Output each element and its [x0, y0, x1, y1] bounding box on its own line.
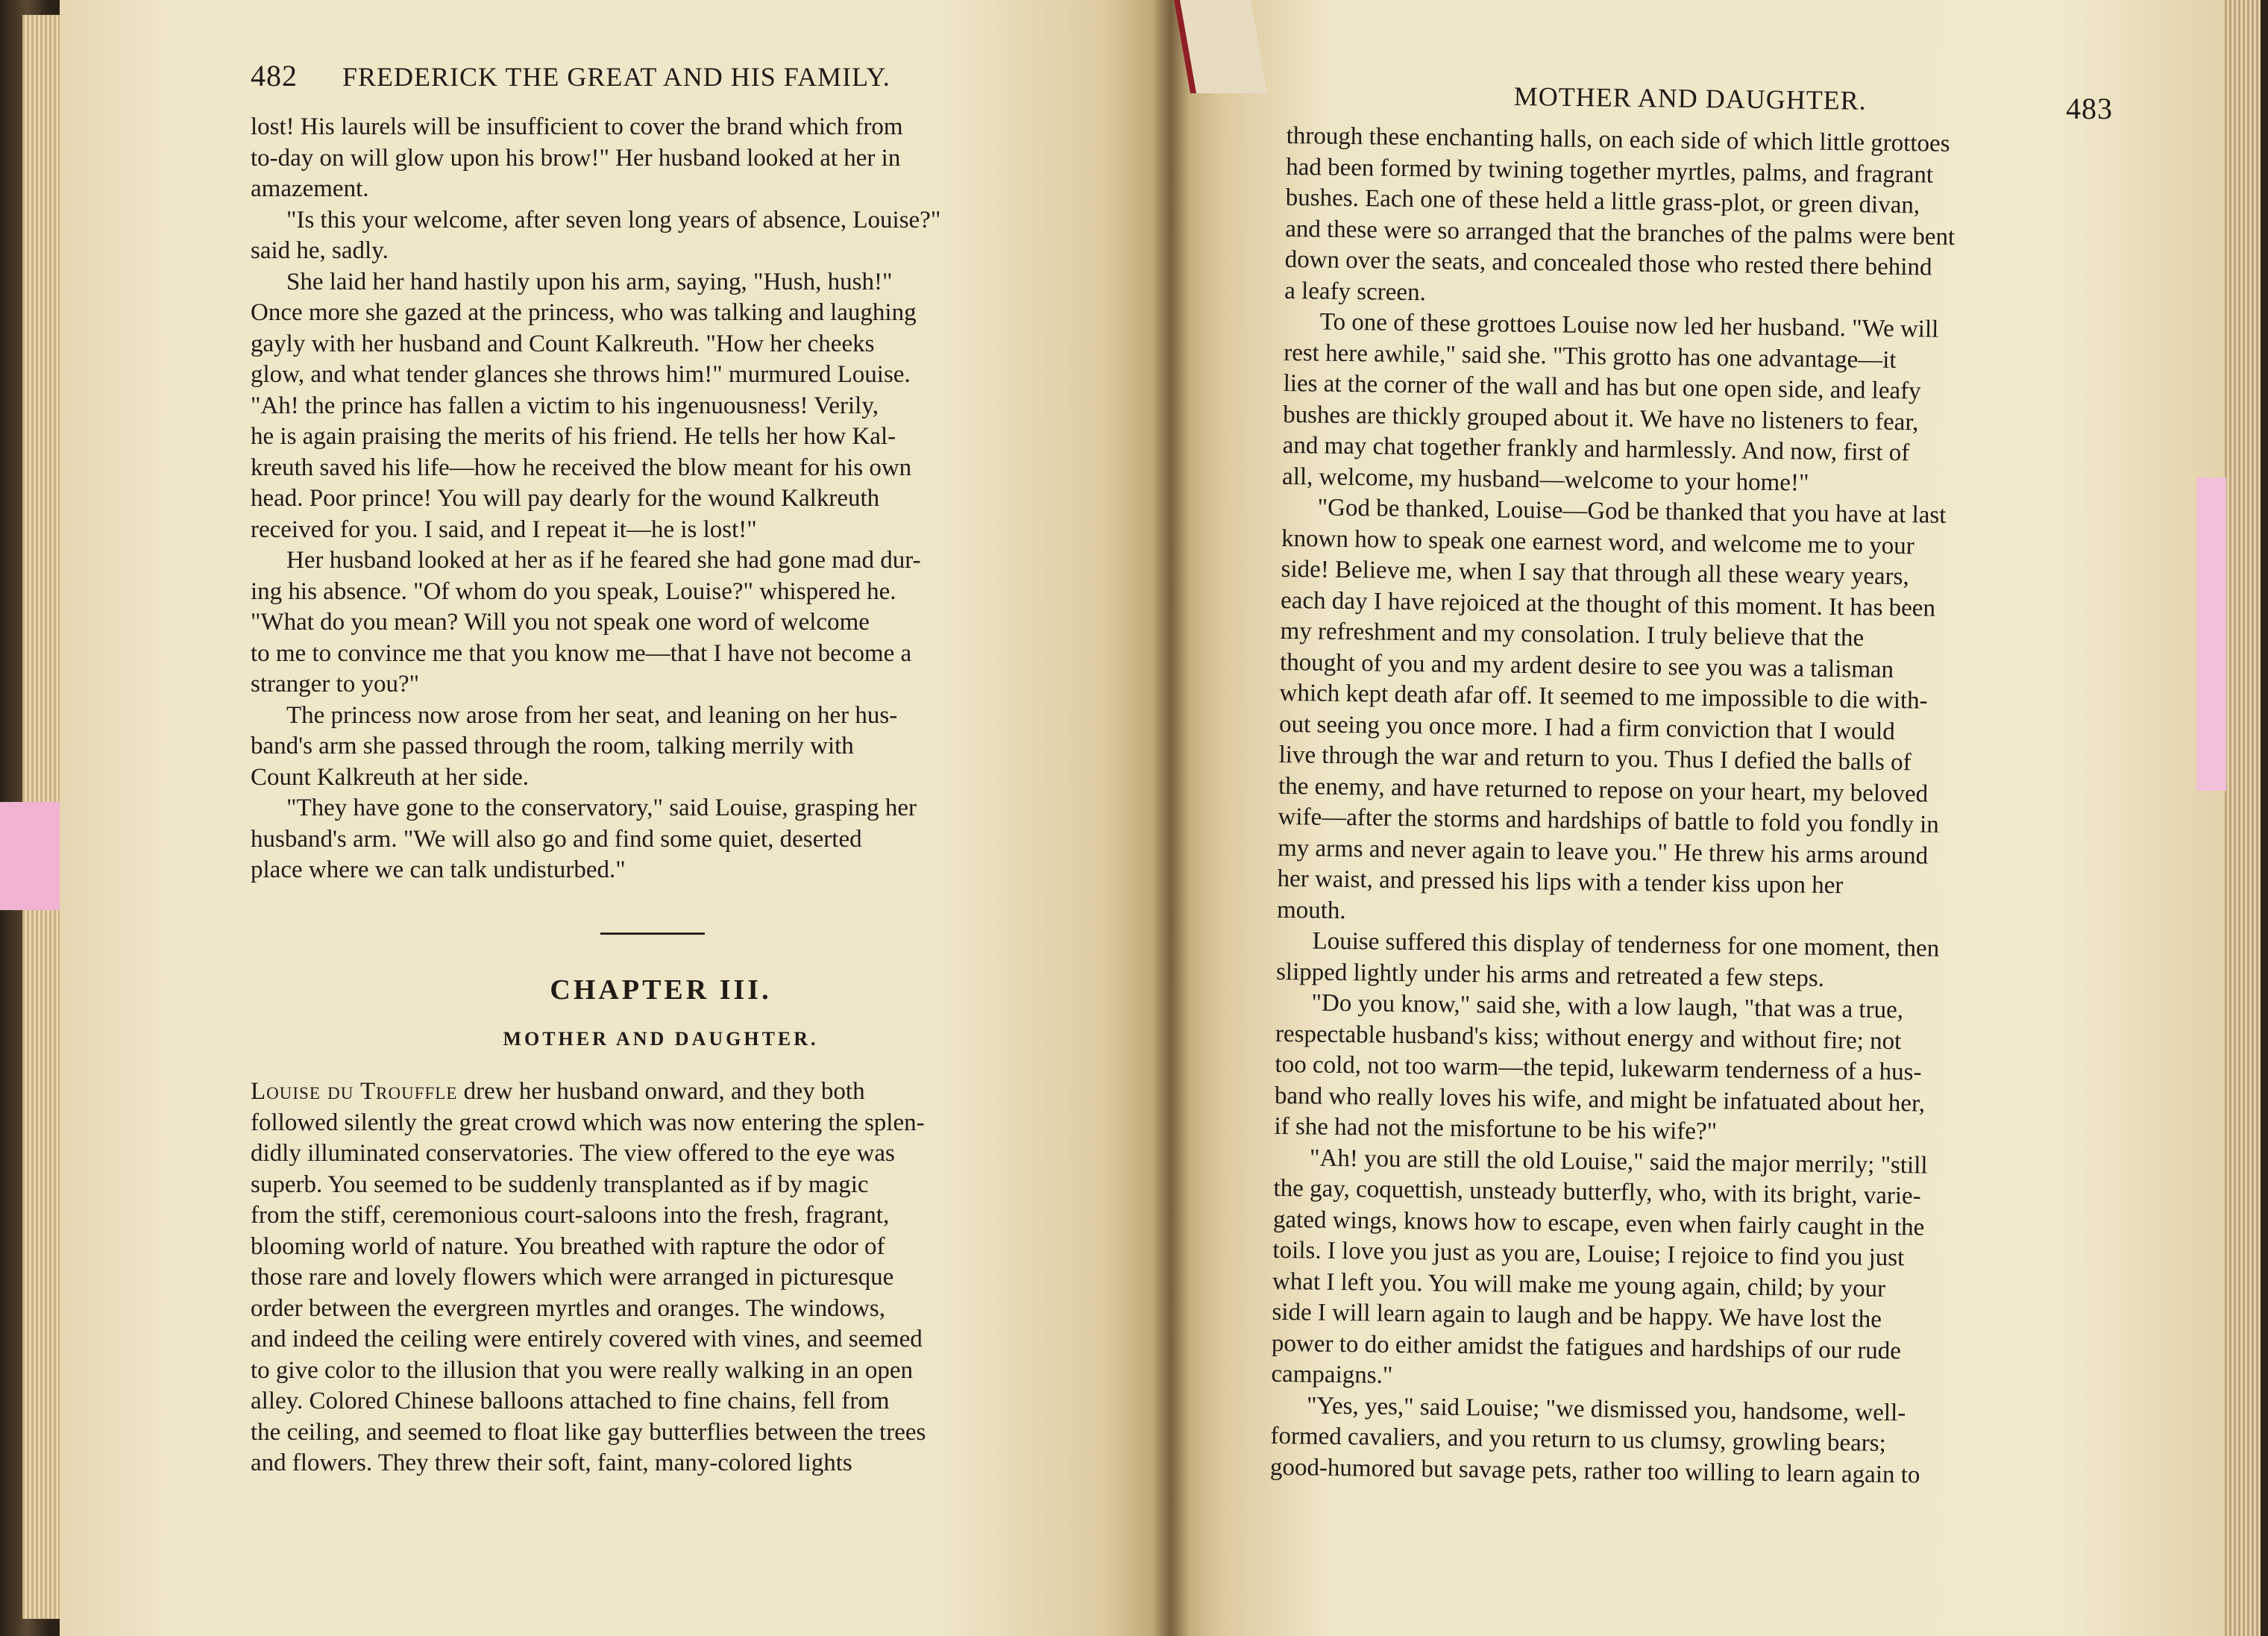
text-line: to-day on will glow upon his brow!" Her husband looked at her in — [251, 144, 901, 172]
text-line: husband's arm. "We will also go and find some quiet, deserted — [251, 825, 862, 853]
text-line: band who really loves his wife, and might be infatuated about her, — [1274, 1082, 1926, 1118]
chapter-subtitle: MOTHER AND DAUGHTER. — [503, 1028, 819, 1050]
text-line: a leafy screen. — [1284, 277, 1427, 306]
text-line: glow, and what tender glances she throws him!" murmured Louise. — [251, 361, 911, 388]
text-line: formed cavaliers, and you return to us clumsy, growling bears; — [1270, 1422, 1887, 1457]
text-line: the gay, coquettish, unsteady butterfly, who, with its bright, varie- — [1273, 1174, 1921, 1210]
text-line: mouth. — [1276, 896, 1346, 924]
text-line: wife—after the storms and hardships of battle to fold you fondly in — [1278, 803, 1939, 839]
text-line: to give color to the illusion that you were really walking in an open — [251, 1356, 914, 1384]
text-line: The princess now arose from her seat, and leaning on her hus- — [286, 701, 898, 729]
text-line: alley. Colored Chinese balloons attached to fine chains, fell from — [251, 1388, 890, 1414]
text-line: didly illuminated conservatories. The view offered to the eye was — [251, 1140, 895, 1167]
text-line: "Ah! you are still the old Louise," said the major merrily; "still — [1309, 1144, 1928, 1179]
text-line: received for you. I said, and I repeat it—he is lost!" — [251, 515, 757, 543]
text-line: to me to convince me that you know me—that I have not become a — [251, 639, 912, 667]
text-line: said he, sadly. — [251, 237, 389, 264]
text-line: ing his absence. "Of whom do you speak, Louise?" whispered he. — [251, 577, 896, 605]
text-line: followed silently the great crowd which was now entering the splen- — [251, 1109, 925, 1136]
text-line: "God be thanked, Louise—God be thanked that you have at last — [1317, 494, 1947, 529]
text-line: order between the evergreen myrtles and oranges. The windows, — [251, 1294, 885, 1322]
text-line: Louise suffered this display of tenderness for one moment, then — [1312, 927, 1940, 962]
text-line: Count Kalkreuth at her side. — [251, 763, 529, 791]
text-line: live through the war and return to you. Thus I defied the balls of — [1278, 741, 1912, 777]
text-line: down over the seats, and concealed those who rested there behind — [1284, 245, 1932, 281]
text-line: rest here awhile," said she. "This grotto has one advantage—it — [1283, 339, 1897, 374]
text-line: band's arm she passed through the room, talking merrily with — [251, 733, 854, 759]
text-line: lies at the corner of the wall and has but one open side, and leafy — [1283, 369, 1921, 405]
text-line: and indeed the ceiling were entirely covered with vines, and seemed — [251, 1326, 923, 1353]
text-line: too cold, not too warm—the tepid, lukewarm tenderness of a hus- — [1275, 1050, 1922, 1086]
text-line: he is again praising the merits of his friend. He tells her how Kal- — [251, 423, 896, 450]
right-running-head: MOTHER AND DAUGHTER. — [1513, 81, 1867, 116]
text-line: slipped lightly under his arms and retreated a few steps. — [1275, 958, 1825, 992]
text-line: those rare and lovely flowers which were arranged in picturesque — [251, 1264, 894, 1291]
text-line: from the stiff, ceremonious court-saloons into the fresh, fragrant, — [251, 1202, 890, 1229]
chapter-first-line-rest: drew her husband onward, and they both — [457, 1078, 865, 1105]
folded-page-corner — [1174, 0, 1267, 93]
text-line: known how to speak one earnest word, and welcome me to your — [1281, 524, 1914, 560]
bookmark-tab-right — [2196, 477, 2226, 791]
text-line: stranger to you?" — [251, 671, 420, 698]
left-running-head: FREDERICK THE GREAT AND HIS FAMILY. — [342, 62, 890, 92]
text-line: my arms and never again to leave you." He threw his arms around — [1277, 834, 1929, 870]
text-line: bushes are thickly grouped about it. We have no listeners to fear, — [1282, 401, 1919, 436]
text-line: which kept death afar off. It seemed to me impossible to die with- — [1279, 679, 1928, 715]
left-page-number: 482 — [251, 59, 298, 93]
text-line: bushes. Each one of these held a little grass-plot, or green divan, — [1285, 184, 1920, 219]
text-line: She laid her hand hastily upon his arm, saying, "Hush, hush!" — [286, 268, 893, 295]
text-line: each day I have rejoiced at the thought of this moment. It has been — [1280, 586, 1936, 622]
text-line: thought of you and my ardent desire to see you was a talisman — [1279, 648, 1894, 683]
text-line: kreuth saved his life—how he received the blow meant for his own — [251, 454, 912, 481]
text-line: out seeing you once more. I had a firm conviction that I would — [1278, 710, 1895, 745]
text-line: side! Believe me, when I say that through all these weary years, — [1281, 555, 1909, 591]
chapter-lead-name: Louise du Trouffle — [251, 1078, 458, 1105]
text-line: had been formed by twining together myrtles, palms, and fragrant — [1286, 153, 1934, 189]
bookmark-tab-left — [0, 802, 60, 910]
text-line: the enemy, and have returned to repose on your heart, my beloved — [1278, 772, 1929, 808]
text-line: amazement. — [251, 175, 369, 202]
text-line: if she had not the misfortune to be his wife?" — [1274, 1112, 1718, 1146]
text-line: gated wings, knows how to escape, even when fairly caught in the — [1272, 1206, 1925, 1241]
text-line: "Is this your welcome, after seven long years of absence, Louise?" — [286, 206, 941, 234]
text-line: lost! His laurels will be insufficient to cover the brand which from — [251, 113, 903, 140]
text-line: "Do you know," said she, with a low laugh, "that was a true, — [1311, 989, 1904, 1024]
text-line: toils. I love you just as you are, Louise; I rejoice to find you just — [1272, 1236, 1905, 1272]
text-line: respectable husband's kiss; without energy and without fire; not — [1275, 1020, 1902, 1055]
left-page-header — [251, 58, 890, 93]
text-line: "What do you mean? Will you not speak one word of welcome — [251, 609, 870, 636]
text-line: Her husband looked at her as if he feared she had gone mad dur- — [286, 547, 921, 574]
text-line: campaigns." — [1271, 1360, 1393, 1389]
text-line: what I left you. You will make me young again, child; by your — [1272, 1267, 1886, 1303]
text-line: and flowers. They threw their soft, faint, many-colored lights — [251, 1449, 852, 1476]
right-page-edges — [2216, 0, 2261, 1636]
text-line: power to do either amidst the fatigues and hardships of our rude — [1271, 1329, 1902, 1364]
text-line: and may chat together frankly and harmlessly. And now, first of — [1282, 431, 1910, 467]
text-line: through these enchanting halls, on each side of which little grottoes — [1286, 122, 1950, 157]
right-page-text — [1270, 121, 2111, 1493]
text-line: To one of these grottoes Louise now led her husband. "We will — [1319, 308, 1939, 343]
text-line: good-humored but savage pets, rather too willing to learn again to — [1269, 1453, 1920, 1489]
text-line: "Yes, yes," said Louise; "we dismissed you, handsome, well- — [1306, 1391, 1906, 1426]
text-line: superb. You seemed to be suddenly transplanted as if by magic — [251, 1170, 869, 1198]
text-line: head. Poor prince! You will pay dearly for the wound Kalkreuth — [251, 485, 880, 512]
text-line: "Ah! the prince has fallen a victim to his ingenuousness! Verily, — [251, 392, 879, 419]
chapter-text — [251, 1076, 1071, 1479]
text-line: "They have gone to the conservatory," said Louise, grasping her — [286, 795, 917, 821]
right-page-number: 483 — [2066, 92, 2113, 125]
text-line: gayly with her husband and Count Kalkreuth. "How her cheeks — [251, 330, 875, 357]
text-line: her waist, and pressed his lips with a tender kiss upon her — [1277, 865, 1844, 900]
chapter-first-line — [251, 1076, 1071, 1108]
text-line: and these were so arranged that the branches of the palms were bent — [1285, 215, 1956, 251]
text-line: blooming world of nature. You breathed with rapture the odor of — [251, 1232, 885, 1260]
chapter-rule — [600, 933, 705, 935]
text-line: side I will learn again to laugh and be happy. We have lost the — [1272, 1298, 1882, 1333]
text-line: Once more she gazed at the princess, who was talking and laughing — [251, 299, 917, 326]
text-line: all, welcome, my husband—welcome to your home!" — [1281, 463, 1809, 497]
text-line: my refreshment and my consolation. I truly believe that the — [1280, 617, 1865, 652]
chapter-title: CHAPTER III. — [550, 974, 772, 1006]
text-line: the ceiling, and seemed to float like gay butterflies between the trees — [251, 1418, 926, 1446]
left-page-text — [251, 112, 1071, 886]
book-gutter — [1152, 0, 1190, 1636]
text-line: place where we can talk undisturbed." — [251, 856, 626, 883]
